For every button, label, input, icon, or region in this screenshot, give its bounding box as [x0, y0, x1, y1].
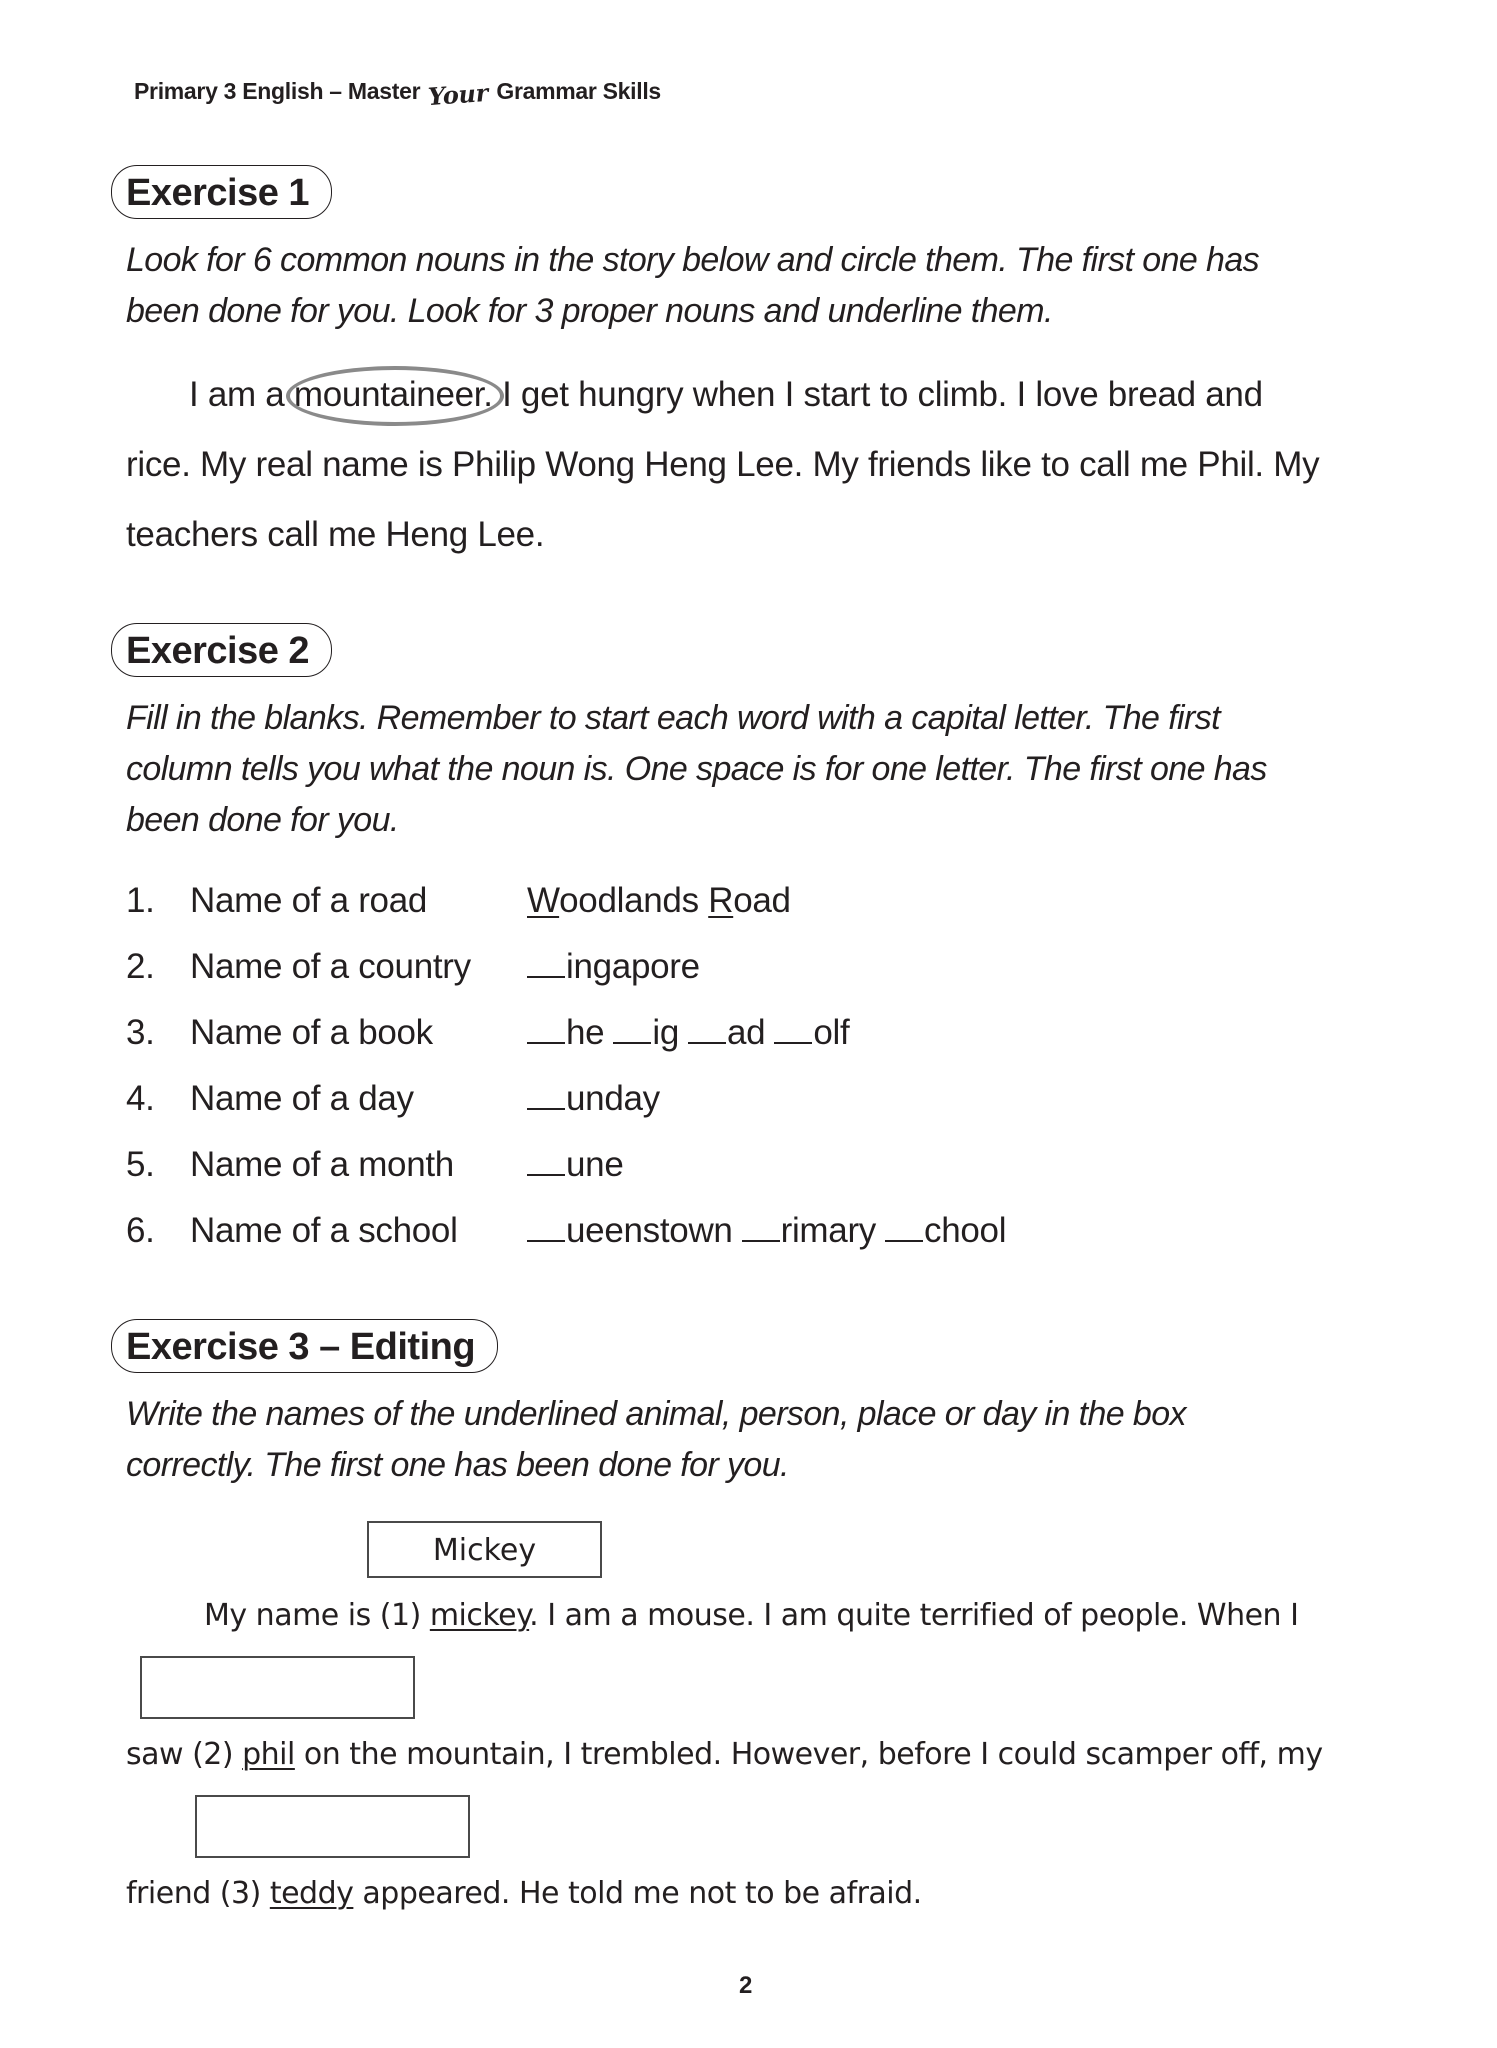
passage-text: friend (3)	[126, 1876, 270, 1911]
story-line-1	[126, 360, 1386, 430]
letter-blank[interactable]	[688, 1012, 726, 1044]
word-rest: oodlands	[559, 881, 699, 920]
book-header	[134, 76, 661, 112]
story-text: I am a	[189, 375, 294, 414]
word-rest: ig	[652, 1013, 679, 1052]
item-answer	[527, 1008, 849, 1058]
instruction-line: column tells you what the noun is. One space is for one letter. The first one has	[126, 750, 1267, 788]
passage-text: appeared. He told me not to be afraid.	[353, 1876, 922, 1911]
item-number: 4.	[126, 1079, 155, 1118]
item-number: 1.	[126, 881, 155, 920]
passage-text: on the mountain, I trembled. However, before I could scamper off, my	[294, 1737, 1323, 1772]
item-label: Name of a month	[190, 1145, 454, 1184]
passage-line-3	[126, 1876, 922, 1911]
letter-blank[interactable]	[527, 946, 565, 978]
circle-mark	[286, 366, 504, 426]
instruction-line: Fill in the blanks. Remember to start each word with a capital letter. The first	[126, 699, 1220, 737]
item-number: 6.	[126, 1211, 155, 1250]
header-stylized-word: Your	[427, 77, 490, 112]
capital-letter: W	[527, 881, 560, 920]
header-suffix: Grammar Skills	[496, 78, 661, 104]
passage-line-2	[126, 1737, 1323, 1772]
story-line-3[interactable]: teachers call me Heng Lee.	[126, 515, 545, 554]
instruction-line: been done for you.	[126, 801, 399, 839]
word-rest: chool	[924, 1211, 1007, 1250]
word-rest: unday	[566, 1079, 660, 1118]
letter-blank[interactable]	[527, 1144, 565, 1176]
letter-blank[interactable]	[885, 1210, 923, 1242]
story-text: I get hungry when I start to climb. I love bread and	[492, 375, 1263, 414]
instruction-line: correctly. The first one has been done for you.	[126, 1446, 789, 1484]
word-rest: olf	[813, 1013, 850, 1052]
letter-blank[interactable]	[613, 1012, 651, 1044]
page-number: 2	[739, 1972, 753, 1999]
answer-box-2[interactable]	[140, 1656, 415, 1719]
item-label: Name of a day	[190, 1079, 414, 1118]
underlined-word: mickey	[429, 1598, 530, 1633]
letter-blank[interactable]	[527, 1210, 565, 1242]
underlined-word: teddy	[269, 1876, 354, 1911]
exercise-2-instructions	[126, 693, 1376, 846]
item-label: Name of a country	[190, 947, 471, 986]
circled-noun[interactable]	[294, 360, 493, 430]
item-number: 3.	[126, 1013, 155, 1052]
item-answer	[527, 1206, 1006, 1256]
letter-blank[interactable]	[742, 1210, 780, 1242]
word-rest: rimary	[780, 1211, 877, 1250]
letter-blank[interactable]	[774, 1012, 812, 1044]
letter-blank[interactable]	[527, 1012, 565, 1044]
passage-text: saw (2)	[126, 1737, 243, 1772]
item-answer	[527, 1140, 624, 1190]
item-number: 2.	[126, 947, 155, 986]
word-rest: ad	[727, 1013, 766, 1052]
word-rest: ingapore	[566, 947, 700, 986]
letter-blank[interactable]	[527, 1078, 565, 1110]
word-rest: ueenstown	[566, 1211, 733, 1250]
instruction-line: Look for 6 common nouns in the story below and circle them. The first one has	[126, 241, 1260, 279]
answer-box-1[interactable]: Mickey	[367, 1521, 602, 1578]
item-label: Name of a road	[190, 881, 428, 920]
exercise-1-title: Exercise 1	[111, 165, 332, 219]
instruction-line: been done for you. Look for 3 proper nouns and underline them.	[126, 292, 1053, 330]
exercise-3-title: Exercise 3 – Editing	[111, 1319, 498, 1373]
instruction-line: Write the names of the underlined animal, person, place or day in the box	[126, 1395, 1186, 1433]
item-answer	[527, 942, 700, 992]
item-answer	[527, 1074, 660, 1124]
answer-box-3[interactable]	[195, 1795, 470, 1858]
passage-text: . I am a mouse. I am quite terrified of people. When I	[529, 1598, 1299, 1633]
passage-line-1	[204, 1598, 1298, 1633]
exercise-3-instructions	[126, 1389, 1376, 1491]
exercise-1-instructions	[126, 235, 1376, 337]
exercise-2-title: Exercise 2	[111, 623, 332, 677]
exercise-1-story	[126, 360, 1386, 570]
underlined-word: phil	[242, 1737, 295, 1772]
story-line-2[interactable]: rice. My real name is Philip Wong Heng Lee. My friends like to call me Phil. My	[126, 445, 1320, 484]
circled-word: mountaineer.	[293, 375, 493, 414]
header-prefix: Primary 3 English – Master	[134, 78, 421, 104]
item-label: Name of a book	[190, 1013, 433, 1052]
word-rest: oad	[733, 881, 791, 920]
item-answer	[527, 876, 791, 926]
passage-text: My name is (1)	[204, 1598, 430, 1633]
capital-letter: R	[708, 881, 734, 920]
item-label: Name of a school	[190, 1211, 458, 1250]
word-rest: he	[566, 1013, 605, 1052]
item-number: 5.	[126, 1145, 155, 1184]
word-rest: une	[566, 1145, 624, 1184]
